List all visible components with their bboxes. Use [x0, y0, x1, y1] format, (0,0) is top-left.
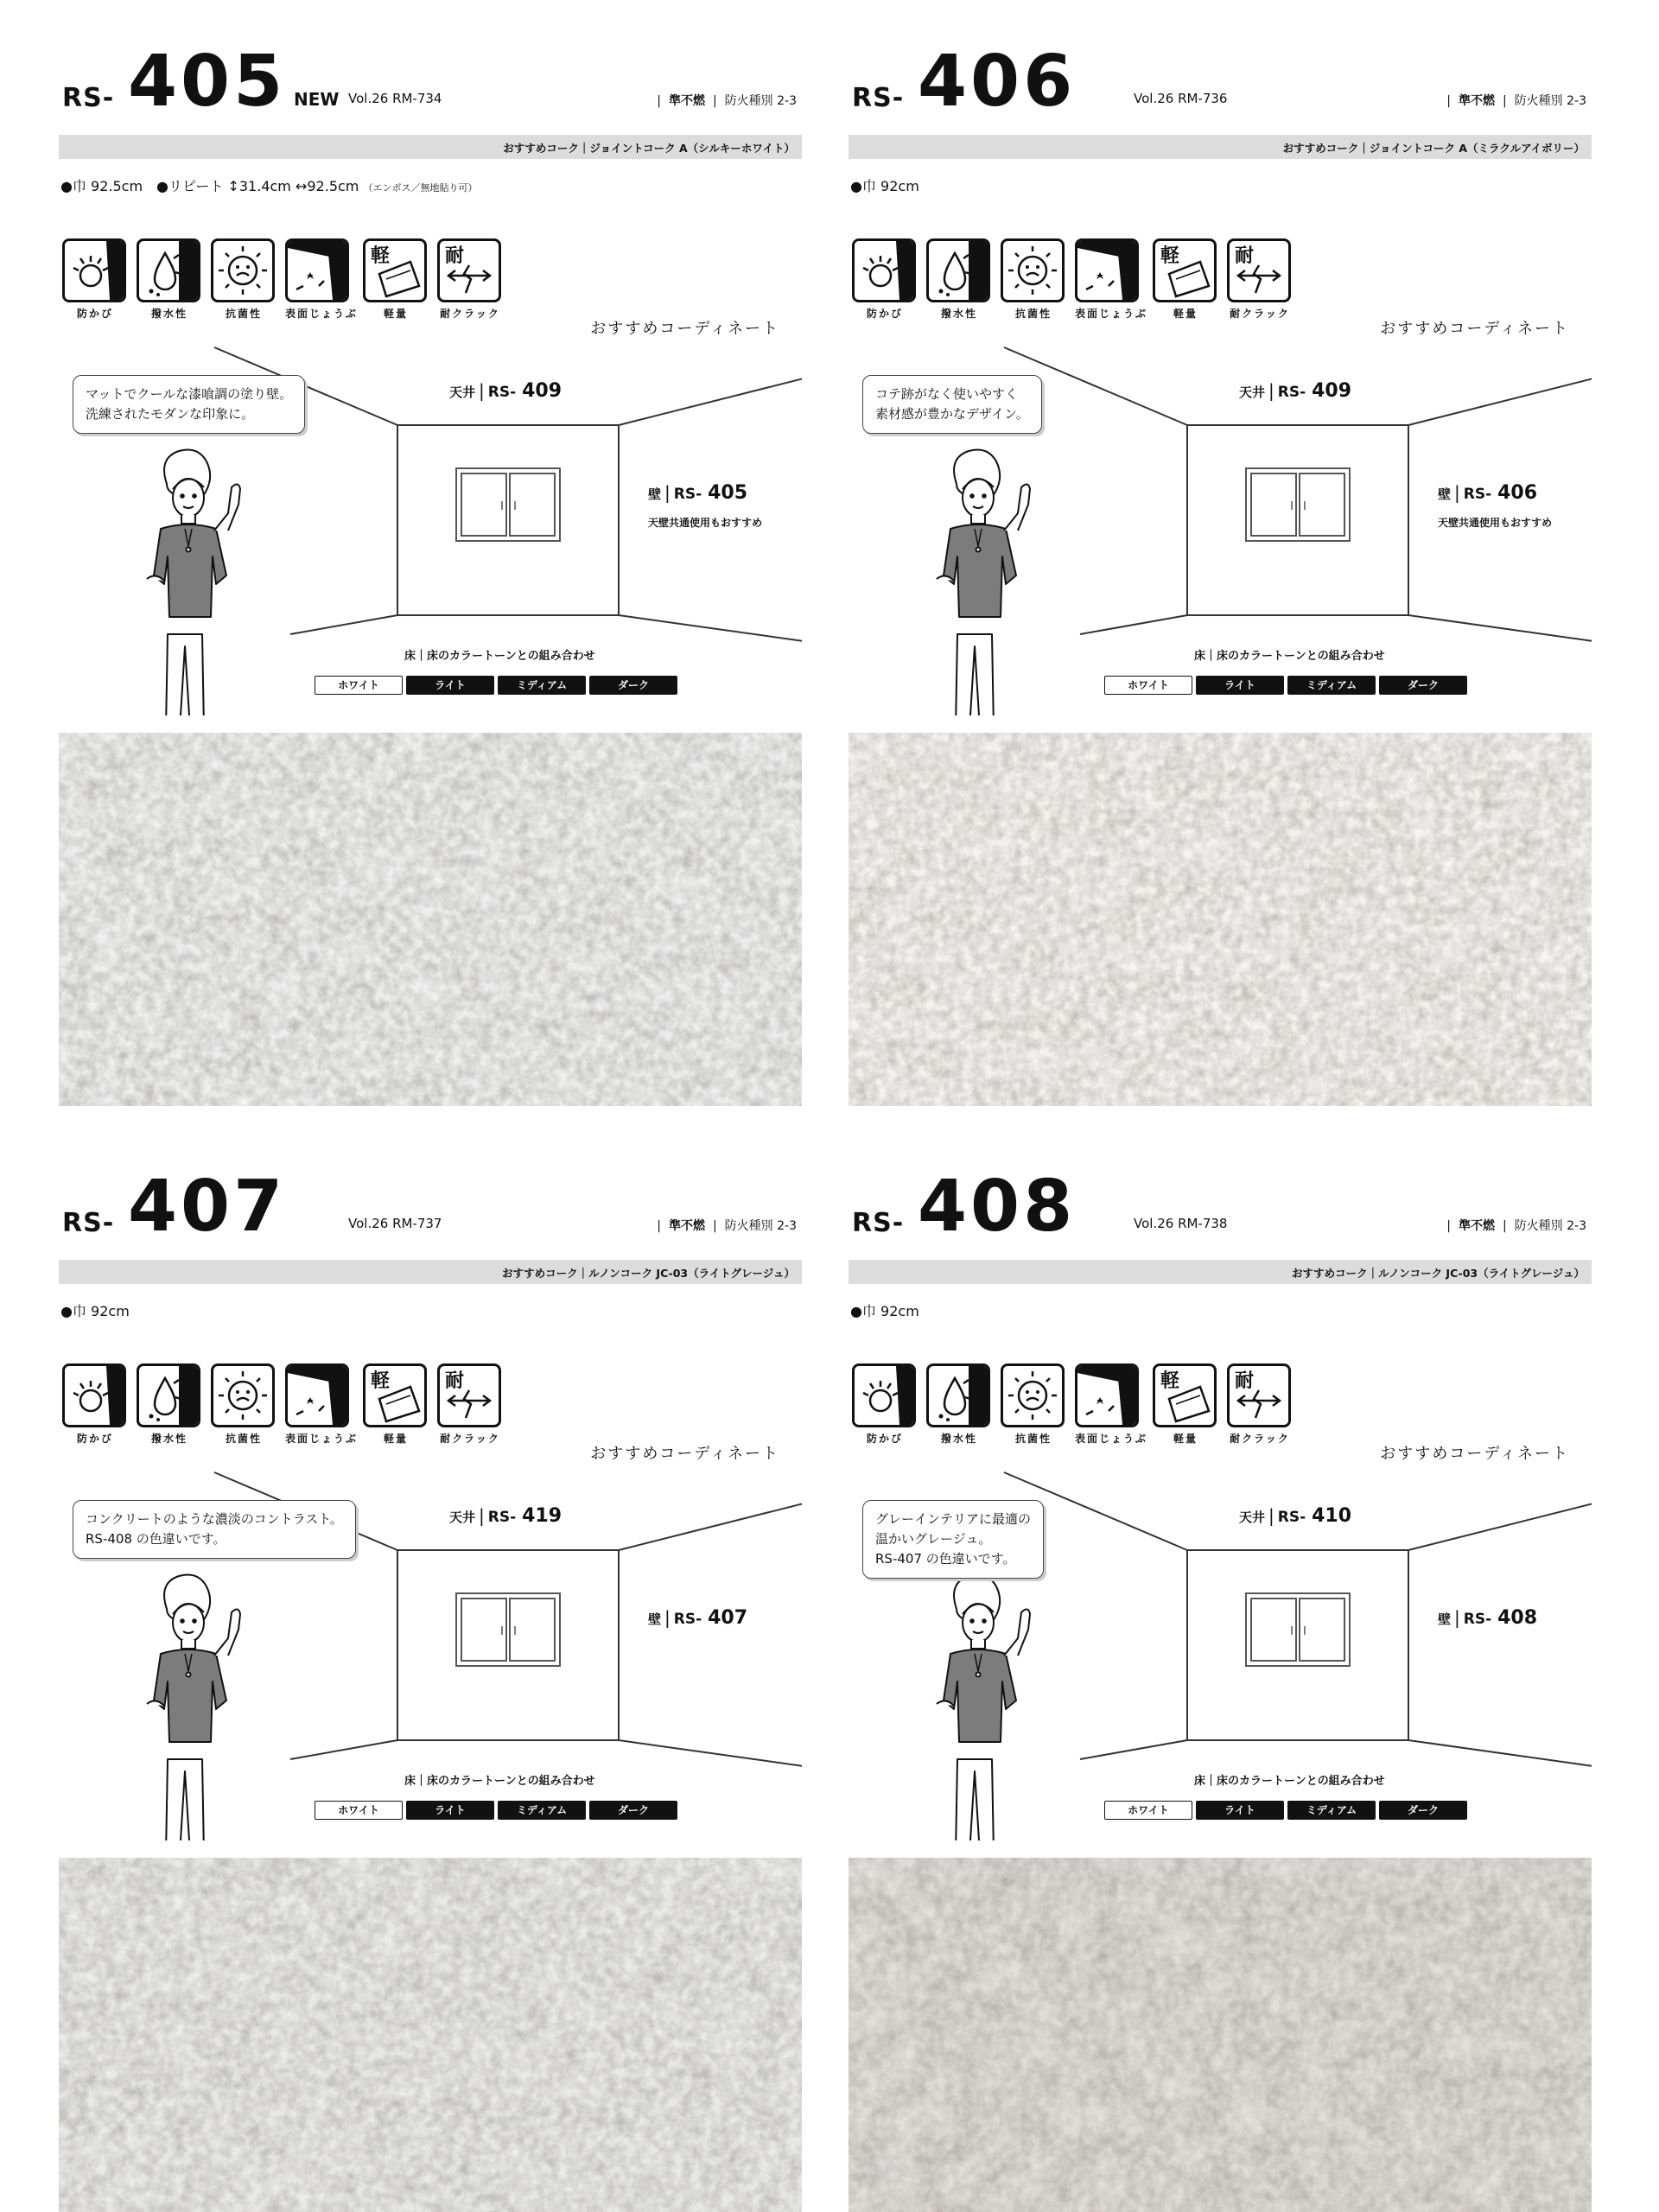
- separator: |: [1268, 1505, 1274, 1526]
- ceiling-number: 410: [1312, 1505, 1352, 1527]
- coordinate-title: おすすめコーディネート: [590, 320, 779, 338]
- spec-line: [60, 175, 477, 195]
- ceiling-number: 409: [1312, 380, 1352, 402]
- crack-resistant-icon: [1230, 241, 1288, 300]
- spec-line: [60, 1300, 130, 1320]
- volume-code: Vol.26 RM-736: [1134, 91, 1228, 106]
- floor-tone-chip: ホワイト: [315, 676, 403, 695]
- floor-tone-title: 床｜床のカラートーンとの組み合わせ: [1194, 1775, 1385, 1788]
- coordinate-title: おすすめコーディネート: [590, 1445, 779, 1463]
- texture-swatch: [849, 1858, 1592, 2212]
- texture-swatch-image: [849, 733, 1592, 1106]
- feature-surface-strength: [285, 238, 359, 321]
- caulk-band: [849, 1260, 1592, 1284]
- floor-tone-chip: ライト: [406, 676, 494, 695]
- wall-rs: RS-: [673, 486, 702, 503]
- feature-lightweight: [363, 1363, 429, 1446]
- feature-surface-strength: [1075, 1363, 1148, 1446]
- spec-text: ●巾 92cm: [850, 178, 919, 194]
- floor-tone-title: 床｜床のカラートーンとの組み合わせ: [404, 1775, 595, 1788]
- feature-water-repellent: [137, 1363, 202, 1446]
- product-panel-rs-408: [849, 1166, 1592, 2212]
- feature-crack-resistant: [1227, 1363, 1293, 1446]
- feature-label: 耐クラック: [1230, 1433, 1290, 1445]
- person-illustration: [937, 1575, 1030, 1841]
- floor-tone-title: 床｜床のカラートーンとの組み合わせ: [404, 650, 595, 663]
- caulk-band: [59, 135, 802, 159]
- fire-class: 準不燃: [1458, 94, 1495, 108]
- wall-kind: 壁: [648, 1611, 662, 1627]
- spec-line: [850, 1300, 919, 1320]
- feature-icons: [852, 1363, 1301, 1450]
- texture-swatch-image: [849, 1858, 1592, 2212]
- product-number: 406: [918, 41, 1077, 123]
- texture-swatch-image: [59, 1858, 802, 2212]
- separator: |: [1454, 1607, 1460, 1628]
- ceiling-rs: RS-: [487, 1509, 517, 1526]
- feature-label: 表面じょうぶ: [285, 308, 359, 320]
- feature-icons: [62, 1363, 512, 1450]
- fire-type: 防火種別 2-3: [724, 1219, 797, 1233]
- feature-water-repellent: [926, 1363, 992, 1446]
- coordinate-title: おすすめコーディネート: [1380, 1445, 1569, 1463]
- svg-text:軽: 軽: [371, 1370, 391, 1392]
- ceiling-kind: 天井: [1239, 385, 1266, 400]
- panel-header: [59, 1166, 802, 1253]
- ceiling-recommendation: [1239, 1505, 1351, 1527]
- floor-tone-chips: [315, 1801, 677, 1820]
- ceiling-rs: RS-: [1277, 384, 1306, 401]
- bubble-line: コテ跡がなく使いやすく: [875, 386, 1019, 402]
- svg-text:耐: 耐: [445, 245, 465, 267]
- fire-type: 防火種別 2-3: [1514, 1219, 1586, 1233]
- wall-number: 406: [1497, 482, 1538, 504]
- separator: |: [479, 380, 485, 401]
- feature-surface-strength: [285, 1363, 359, 1446]
- feature-label: 撥水性: [940, 308, 977, 320]
- water-repellent-icon: [139, 1366, 198, 1425]
- separator: |: [479, 1505, 485, 1526]
- floor-tone-chip: ホワイト: [1104, 676, 1192, 695]
- feature-label: 抗菌性: [225, 308, 262, 320]
- bubble-line: 素材感が豊かなデザイン。: [875, 406, 1029, 422]
- spec-line: [850, 175, 919, 195]
- feature-label: 軽量: [1173, 1433, 1198, 1445]
- bubble-line: マットでクールな漆喰調の塗り壁。: [86, 386, 293, 402]
- speech-bubble: [73, 375, 305, 434]
- wall-recommendation: [648, 1607, 747, 1629]
- floor-tone-chips: [315, 676, 677, 695]
- panel-header: [849, 41, 1592, 128]
- separator: |: [1454, 482, 1460, 503]
- bubble-line: コンクリートのような濃淡のコントラスト。: [86, 1511, 343, 1527]
- spec-note: （エンボス／無地貼り可）: [363, 182, 478, 194]
- floor-tone-chip: ホワイト: [1104, 1801, 1192, 1820]
- lightweight-icon: [365, 1366, 424, 1425]
- mold-resistant-icon: [65, 1366, 124, 1425]
- wall-kind: 壁: [1438, 486, 1452, 502]
- wall-number: 408: [1497, 1607, 1538, 1629]
- feature-label: 軽量: [383, 1433, 408, 1445]
- fire-class: 準不燃: [668, 94, 705, 108]
- bubble-line: 温かいグレージュ。: [875, 1531, 992, 1547]
- ceiling-number: 419: [522, 1505, 563, 1527]
- floor-tone-chips: [1104, 676, 1467, 695]
- floor-tone-chip: ダーク: [1379, 676, 1467, 695]
- ceiling-kind: 天井: [449, 1510, 476, 1525]
- speech-bubble: [73, 1500, 356, 1559]
- floor-tone-chip: ミディアム: [498, 676, 586, 695]
- product-panel-rs-405: [59, 41, 802, 1113]
- antibacterial-icon: [213, 241, 272, 300]
- feature-antibacterial: [1001, 1363, 1066, 1446]
- product-panel-rs-407: [59, 1166, 802, 2212]
- lightweight-icon: [365, 241, 424, 300]
- water-repellent-icon: [929, 241, 988, 300]
- rs-prefix: RS-: [62, 83, 115, 113]
- floor-tone-chip: ミディアム: [1287, 1801, 1376, 1820]
- speech-bubble: [862, 375, 1042, 434]
- wall-recommendation: [648, 482, 747, 504]
- ceiling-recommendation: [1239, 380, 1351, 402]
- recommended-caulk: おすすめコーク｜ルノンコーク JC-03（ライトグレージュ）: [1291, 1267, 1585, 1280]
- floor-tone-chip: ミディアム: [1287, 676, 1376, 695]
- feature-water-repellent: [137, 238, 202, 321]
- feature-icons: [62, 238, 512, 325]
- feature-surface-strength: [1075, 238, 1148, 321]
- feature-crack-resistant: [437, 1363, 503, 1446]
- feature-label: 表面じょうぶ: [1075, 308, 1148, 320]
- wall-recommendation: [1438, 1607, 1537, 1629]
- feature-mold-resistant: [62, 1363, 128, 1446]
- bubble-line: RS-408 の色違いです。: [86, 1531, 226, 1547]
- ceiling-number: 409: [522, 380, 563, 402]
- surface-strength-icon: [288, 1366, 346, 1425]
- wall-note: 天壁共通使用もおすすめ: [1438, 517, 1553, 529]
- coordinate-title: おすすめコーディネート: [1380, 320, 1569, 338]
- floor-tone-chip: ミディアム: [498, 1801, 586, 1820]
- antibacterial-icon: [213, 1366, 272, 1425]
- person-illustration: [937, 450, 1030, 716]
- recommended-caulk: おすすめコーク｜ジョイントコーク A（シルキーホワイト）: [503, 142, 795, 155]
- crack-resistant-icon: [440, 241, 499, 300]
- svg-text:耐: 耐: [1235, 1370, 1255, 1392]
- fire-rating: | 準不燃 | 防火種別 2-3: [657, 1219, 797, 1233]
- surface-strength-icon: [288, 241, 346, 300]
- coordinate-scene: [59, 1469, 802, 1840]
- surface-strength-icon: [1077, 241, 1136, 300]
- floor-tone-chip: ライト: [1196, 1801, 1284, 1820]
- spec-text: ●巾 92cm: [850, 1303, 919, 1319]
- feature-label: 耐クラック: [440, 308, 500, 320]
- bubble-line: グレーインテリアに最適の: [875, 1511, 1032, 1527]
- feature-label: 抗菌性: [1014, 1433, 1052, 1445]
- fire-type: 防火種別 2-3: [1514, 94, 1586, 108]
- separator: |: [1268, 380, 1274, 401]
- mold-resistant-icon: [855, 241, 913, 300]
- feature-mold-resistant: [62, 238, 128, 321]
- fire-rating: | 準不燃 | 防火種別 2-3: [1446, 94, 1586, 108]
- product-number: 407: [128, 1166, 287, 1248]
- feature-label: 防かび: [866, 308, 903, 320]
- antibacterial-icon: [1003, 1366, 1062, 1425]
- feature-crack-resistant: [437, 238, 503, 321]
- separator: |: [664, 1607, 671, 1628]
- fire-type: 防火種別 2-3: [724, 94, 797, 108]
- floor-tone-chip: ライト: [1196, 676, 1284, 695]
- floor-tone-chip: ダーク: [589, 1801, 677, 1820]
- crack-resistant-icon: [440, 1366, 499, 1425]
- product-number: 408: [918, 1166, 1077, 1248]
- person-illustration: [147, 450, 240, 716]
- panel-header: [59, 41, 802, 128]
- feature-label: 防かび: [866, 1433, 903, 1445]
- feature-lightweight: [363, 238, 429, 321]
- antibacterial-icon: [1003, 241, 1062, 300]
- feature-antibacterial: [211, 238, 276, 321]
- floor-tone-chip: ダーク: [589, 676, 677, 695]
- recommended-caulk: おすすめコーク｜ルノンコーク JC-03（ライトグレージュ）: [501, 1267, 795, 1280]
- svg-text:軽: 軽: [371, 245, 391, 267]
- floor-tone-chip: ライト: [406, 1801, 494, 1820]
- lightweight-icon: [1155, 241, 1214, 300]
- ceiling-rs: RS-: [487, 384, 517, 401]
- feature-label: 防かび: [76, 1433, 113, 1445]
- water-repellent-icon: [929, 1366, 988, 1425]
- floor-tone-chip: ダーク: [1379, 1801, 1467, 1820]
- wall-note: 天壁共通使用もおすすめ: [648, 517, 763, 529]
- texture-swatch: [59, 1858, 802, 2212]
- rs-prefix: RS-: [852, 83, 905, 113]
- product-number: 405: [128, 41, 287, 123]
- wall-kind: 壁: [1438, 1611, 1452, 1627]
- feature-mold-resistant: [852, 238, 918, 321]
- rs-prefix: RS-: [852, 1208, 905, 1238]
- fire-rating: | 準不燃 | 防火種別 2-3: [657, 94, 797, 108]
- coordinate-scene: [849, 344, 1592, 715]
- ceiling-kind: 天井: [1239, 1510, 1266, 1525]
- texture-swatch: [59, 733, 802, 1106]
- feature-label: 表面じょうぶ: [285, 1433, 359, 1445]
- speech-bubble: [862, 1500, 1044, 1579]
- fire-class: 準不燃: [668, 1219, 705, 1233]
- floor-tone-chips: [1104, 1801, 1467, 1820]
- ceiling-recommendation: [449, 1505, 562, 1527]
- bubble-line: RS-407 の色違いです。: [875, 1551, 1016, 1567]
- caulk-band: [849, 135, 1592, 159]
- new-badge: NEW: [294, 89, 340, 110]
- person-illustration: [147, 1575, 240, 1841]
- floor-tone-title: 床｜床のカラートーンとの組み合わせ: [1194, 650, 1385, 663]
- feature-label: 撥水性: [150, 308, 188, 320]
- svg-text:耐: 耐: [445, 1370, 465, 1392]
- feature-label: 軽量: [383, 308, 408, 320]
- product-panel-rs-406: [849, 41, 1592, 1113]
- separator: |: [664, 482, 671, 503]
- feature-crack-resistant: [1227, 238, 1293, 321]
- feature-label: 防かび: [76, 308, 113, 320]
- wall-kind: 壁: [648, 486, 662, 502]
- feature-icons: [852, 238, 1301, 325]
- coordinate-scene: [849, 1469, 1592, 1840]
- feature-lightweight: [1153, 238, 1218, 321]
- feature-antibacterial: [1001, 238, 1066, 321]
- ceiling-rs: RS-: [1277, 1509, 1306, 1526]
- volume-code: Vol.26 RM-737: [348, 1216, 442, 1231]
- rs-prefix: RS-: [62, 1208, 115, 1238]
- feature-label: 抗菌性: [225, 1433, 262, 1445]
- wall-recommendation: [1438, 482, 1537, 504]
- feature-label: 耐クラック: [1230, 308, 1290, 320]
- wall-rs: RS-: [673, 1611, 702, 1628]
- feature-water-repellent: [926, 238, 992, 321]
- feature-label: 耐クラック: [440, 1433, 500, 1445]
- coordinate-scene: [59, 344, 802, 715]
- texture-swatch-image: [59, 733, 802, 1106]
- feature-label: 軽量: [1173, 308, 1198, 320]
- mold-resistant-icon: [855, 1366, 913, 1425]
- wall-number: 405: [708, 482, 748, 504]
- svg-text:耐: 耐: [1235, 245, 1255, 267]
- texture-swatch: [849, 733, 1592, 1106]
- feature-label: 撥水性: [940, 1433, 977, 1445]
- feature-lightweight: [1153, 1363, 1218, 1446]
- svg-text:軽: 軽: [1160, 245, 1180, 267]
- panel-header: [849, 1166, 1592, 1253]
- wall-rs: RS-: [1463, 486, 1492, 503]
- volume-code: Vol.26 RM-738: [1134, 1216, 1228, 1231]
- feature-mold-resistant: [852, 1363, 918, 1446]
- fire-rating: | 準不燃 | 防火種別 2-3: [1446, 1219, 1586, 1233]
- caulk-band: [59, 1260, 802, 1284]
- crack-resistant-icon: [1230, 1366, 1288, 1425]
- feature-label: 表面じょうぶ: [1075, 1433, 1148, 1445]
- mold-resistant-icon: [65, 241, 124, 300]
- feature-label: 抗菌性: [1014, 308, 1052, 320]
- spec-text: ●巾 92.5cm ●リピート ↕31.4cm ↔92.5cm: [60, 178, 359, 194]
- volume-code: Vol.26 RM-734: [348, 91, 442, 106]
- wall-rs: RS-: [1463, 1611, 1492, 1628]
- ceiling-kind: 天井: [449, 385, 476, 400]
- water-repellent-icon: [139, 241, 198, 300]
- bubble-line: 洗練されたモダンな印象に。: [86, 406, 255, 422]
- floor-tone-chip: ホワイト: [315, 1801, 403, 1820]
- svg-text:軽: 軽: [1160, 1370, 1180, 1392]
- feature-antibacterial: [211, 1363, 276, 1446]
- ceiling-recommendation: [449, 380, 562, 402]
- surface-strength-icon: [1077, 1366, 1136, 1425]
- feature-label: 撥水性: [150, 1433, 188, 1445]
- recommended-caulk: おすすめコーク｜ジョイントコーク A（ミラクルアイボリー）: [1282, 142, 1585, 155]
- wall-number: 407: [708, 1607, 748, 1629]
- fire-class: 準不燃: [1458, 1219, 1495, 1233]
- lightweight-icon: [1155, 1366, 1214, 1425]
- spec-text: ●巾 92cm: [60, 1303, 130, 1319]
